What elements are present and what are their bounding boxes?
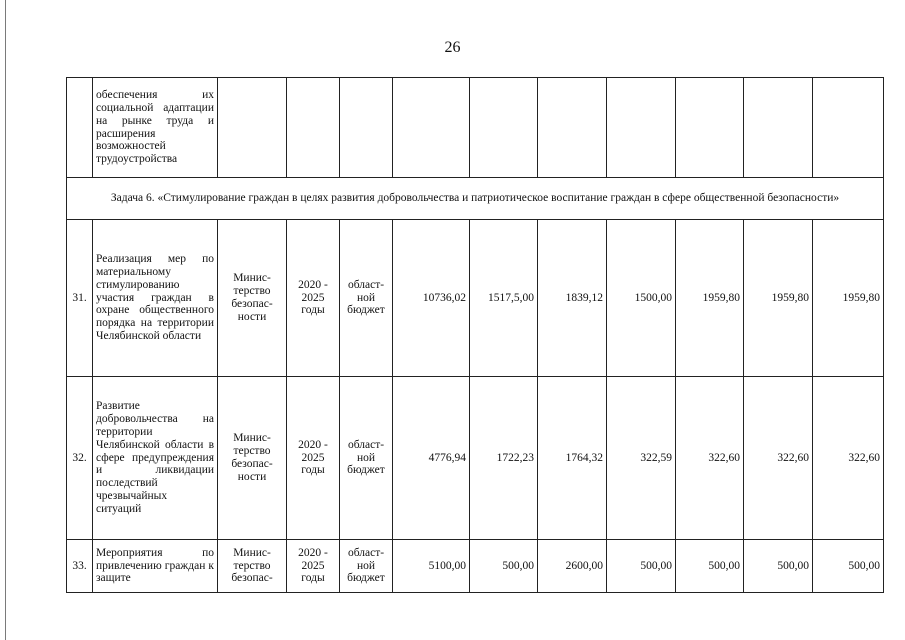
executor: Минис-терство безопас-ности xyxy=(218,377,287,540)
total-value: 4776,94 xyxy=(393,377,470,540)
year-2022-value: 500,00 xyxy=(607,540,676,593)
total-value: 5100,00 xyxy=(393,540,470,593)
activity-name: Развитие добровольчества на территории Челябинской области в сфере предупреждения и ликвидации последствий чрезвычайных ситуаций xyxy=(93,377,218,540)
year-2025-value: 322,60 xyxy=(813,377,884,540)
table-row xyxy=(67,540,884,593)
year-2022-cell xyxy=(607,78,676,178)
table-row xyxy=(67,377,884,540)
table-row-continued xyxy=(67,78,884,178)
executor-cell xyxy=(218,78,287,178)
activity-name: Реализация мер по материальному стимулированию участия граждан в охране общественного порядка на территории Челябинской области xyxy=(93,220,218,377)
period-cell xyxy=(287,78,340,178)
scan-edge-line xyxy=(5,0,6,640)
year-2021-value: 2600,00 xyxy=(538,540,607,593)
total-cell xyxy=(393,78,470,178)
year-2025-value: 1959,80 xyxy=(813,220,884,377)
year-2023-cell xyxy=(676,78,744,178)
year-2020-value: 1517,5,00 xyxy=(470,220,538,377)
budget-table xyxy=(66,77,884,593)
executor: Минис-терство безопас- xyxy=(218,540,287,593)
row-number: 31. xyxy=(67,220,93,377)
row-number-cell xyxy=(67,78,93,178)
year-2025-value: 500,00 xyxy=(813,540,884,593)
year-2024-value: 1959,80 xyxy=(744,220,813,377)
period: 2020 - 2025 годы xyxy=(287,540,340,593)
period: 2020 - 2025 годы xyxy=(287,220,340,377)
funding-source: област-ной бюджет xyxy=(340,540,393,593)
year-2021-value: 1839,12 xyxy=(538,220,607,377)
activity-name: Мероприятия по привлечению граждан к защите xyxy=(93,540,218,593)
year-2020-value: 1722,23 xyxy=(470,377,538,540)
table-row xyxy=(67,220,884,377)
executor: Минис-терство безопас-ности xyxy=(218,220,287,377)
period: 2020 - 2025 годы xyxy=(287,377,340,540)
year-2021-cell xyxy=(538,78,607,178)
total-value: 10736,02 xyxy=(393,220,470,377)
year-2023-value: 322,60 xyxy=(676,377,744,540)
year-2024-cell xyxy=(744,78,813,178)
funding-source: област-ной бюджет xyxy=(340,377,393,540)
row-number: 33. xyxy=(67,540,93,593)
year-2025-cell xyxy=(813,78,884,178)
year-2022-value: 322,59 xyxy=(607,377,676,540)
year-2020-cell xyxy=(470,78,538,178)
year-2023-value: 500,00 xyxy=(676,540,744,593)
task-heading: Задача 6. «Стимулирование граждан в целях развития добровольчества и патриотическое воспитание граждан в сфере общественной безопасности» xyxy=(67,178,884,220)
source-cell xyxy=(340,78,393,178)
year-2022-value: 1500,00 xyxy=(607,220,676,377)
activity-name: обеспечения их социальной адаптации на рынке труда и расширения возможностей трудоустройства xyxy=(93,78,218,178)
page-number: 26 xyxy=(444,39,461,56)
year-2020-value: 500,00 xyxy=(470,540,538,593)
row-number: 32. xyxy=(67,377,93,540)
year-2024-value: 500,00 xyxy=(744,540,813,593)
funding-source: област-ной бюджет xyxy=(340,220,393,377)
task-heading-row xyxy=(67,178,884,220)
year-2023-value: 1959,80 xyxy=(676,220,744,377)
year-2024-value: 322,60 xyxy=(744,377,813,540)
year-2021-value: 1764,32 xyxy=(538,377,607,540)
